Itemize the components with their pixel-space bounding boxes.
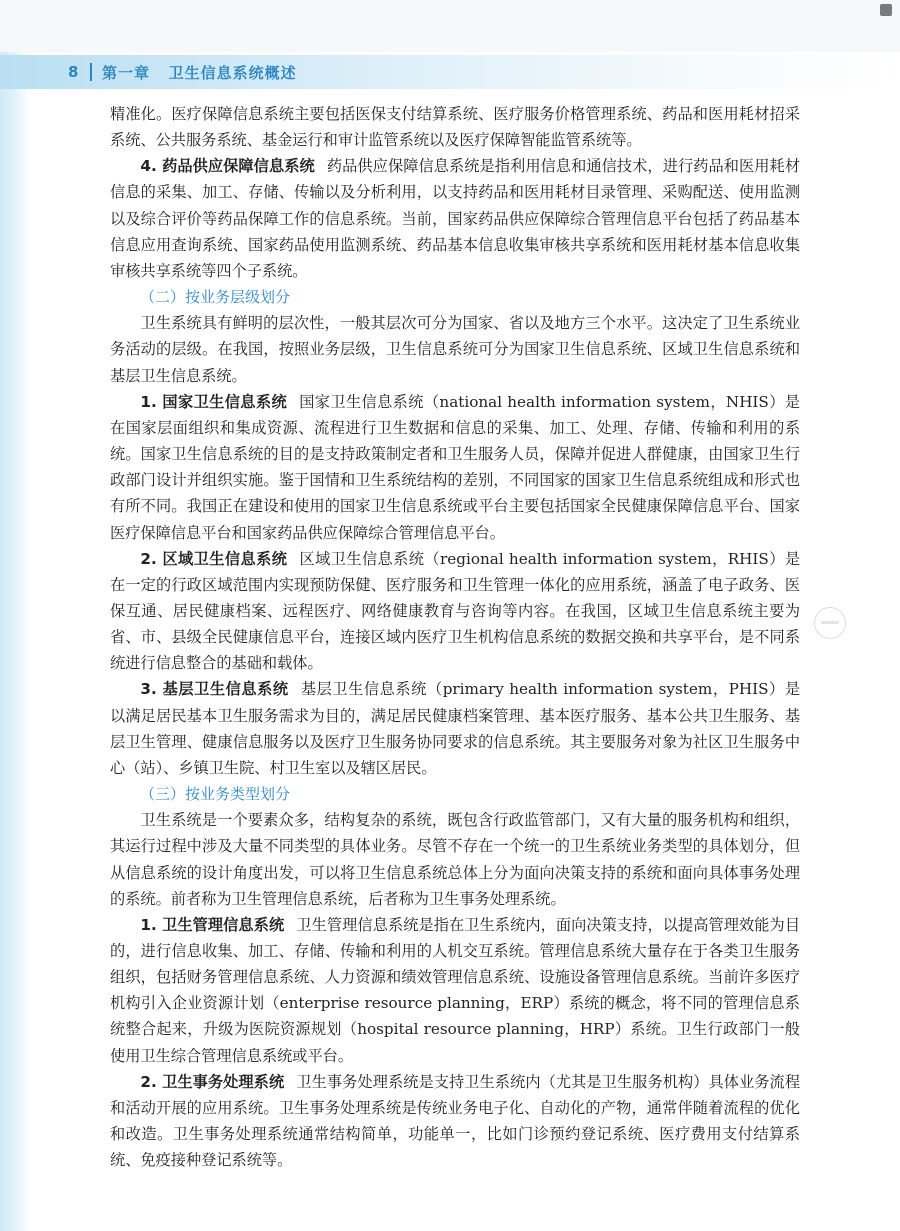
paragraph-text: 基层卫生信息系统（primary health information system，PHIS）是以满足居民基本卫生服务需求为目的，满足居民健康档案管理、基本医疗服务、基本公共卫生服务、基层卫生管理、健康信息服务以及医疗卫生服务协同要求的信息系统。其主要服务对象为社区卫生服务中心（站）、乡镇卫生院、村卫生室以及辖区居民。 — [110, 680, 801, 777]
paragraph: 卫生系统是一个要素众多，结构复杂的系统，既包含行政监管部门，又有大量的服务机构和组织，其运行过程中涉及大量不同类型的具体业务。尽管不存在一个统一的卫生系统业务类型的具体划分，但从信息系统的设计角度出发，可以将卫生信息系统总体上分为面向决策支持的系统和面向具体事务处理的系统。前者称为卫生管理信息系统，后者称为卫生事务处理系统。 — [110, 811, 800, 908]
paragraph — [110, 546, 800, 677]
paragraph — [110, 676, 800, 781]
page-number: 8 — [68, 63, 79, 81]
running-header — [0, 55, 900, 89]
paragraph: 精准化。医疗保障信息系统主要包括医保支付结算系统、医疗服务价格管理系统、药品和医用耗材招采系统、公共服务系统、基金运行和审计监管系统以及医疗保障智能监管系统等。 — [110, 105, 800, 150]
paragraph — [110, 912, 800, 1069]
paragraph-text: 国家卫生信息系统（national health information system，NHIS）是在国家层面组织和集成资源、流程进行卫生数据和信息的采集、加工、处理、存储、传输和利用的系统。国家卫生信息系统的目的是支持政策制定者和卫生服务人员，保障并促进人群健康，由国家卫生行政部门设计并组织实施。鉴于国情和卫生系统结构的差别，不同国家的国家卫生信息系统组成和形式也有所不同。我国正在建设和使用的国家卫生信息系统或平台主要包括国家全民健康保障信息平台、国家医疗保障信息平台和国家药品供应保障综合管理信息平台。 — [110, 392, 800, 542]
paragraph-text: 卫生事务处理系统是支持卫生系统内（尤其是卫生服务机构）具体业务流程和活动开展的应用系统。卫生事务处理系统是传统业务电子化、自动化的产物，通常伴随着流程的优化和改造。卫生事务处理系统通常结构简单，功能单一，比如门诊预约登记系统、医疗费用支付结算系统、免疫接种登记系统等。 — [110, 1072, 801, 1170]
paragraph: 卫生系统具有鲜明的层次性，一般其层次可分为国家、省以及地方三个水平。这决定了卫生系统业务活动的层级。在我国，按照业务层级，卫生信息系统可分为国家卫生信息系统、区域卫生信息系统和基层卫生信息系统。 — [110, 314, 800, 385]
item-heading: 4. 药品供应保障信息系统 — [140, 157, 315, 176]
margin-stamp-icon — [814, 607, 846, 639]
paragraph-text: 药品供应保障信息系统是指利用信息和通信技术，进行药品和医用耗材信息的采集、加工、存储、传输以及分析利用，以支持药品和医用耗材目录管理、采购配送、使用监测以及综合评价等药品保障工作的信息系统。当前，国家药品供应保障综合管理信息平台包括了药品基本信息应用查询系统、国家药品使用监测系统、药品基本信息收集审核共享系统和医用耗材基本信息收集审核共享系统等四个子系统。 — [110, 157, 801, 280]
section-heading: （二）按业务层级划分 — [140, 288, 291, 307]
item-heading: 1. 卫生管理信息系统 — [140, 915, 285, 934]
item-heading: 3. 基层卫生信息系统 — [140, 680, 289, 699]
left-decorative-band — [0, 52, 30, 1231]
paragraph — [110, 153, 800, 284]
paragraph — [110, 1069, 800, 1174]
header-divider — [90, 63, 92, 81]
chapter-title: 第一章 卫生信息系统概述 — [102, 63, 297, 82]
paragraph-text: 区域卫生信息系统（regional health information system，RHIS）是在一定的行政区域范围内实现预防保健、医疗服务和卫生管理一体化的应用系统，涵盖了电子政务、医保互通、居民健康档案、远程医疗、网络健康教育与咨询等内容。在我国，区域卫生信息系统主要为省、市、县级全民健康信息平台，连接区域内医疗卫生机构信息系统的数据交换和共享平台，是不同系统进行信息整合的基础和载体。 — [110, 549, 801, 673]
paragraph — [110, 389, 800, 546]
paragraph-text: 卫生管理信息系统是指在卫生系统内，面向决策支持，以提高管理效能为目的，进行信息收集、加工、存储、传输和利用的人机交互系统。管理信息系统大量存在于各类卫生服务组织，包括财务管理信息系统、人力资源和绩效管理信息系统、设施设备管理信息系统。当前许多医疗机构引入企业资源计划（enterprise resource planning，ERP）系统的概念，将不同的管理信息系统整合起来，升级为医院资源规划（hospital resource planning，HRP）系统。卫生行政部门一般使用卫生综合管理信息系统或平台。 — [110, 915, 801, 1065]
top-margin-strip — [0, 0, 900, 52]
section-heading: （三）按业务类型划分 — [140, 785, 291, 804]
item-heading: 2. 卫生事务处理系统 — [140, 1072, 285, 1091]
item-heading: 1. 国家卫生信息系统 — [140, 392, 288, 411]
corner-mark-icon — [880, 4, 892, 16]
item-heading: 2. 区域卫生信息系统 — [140, 549, 288, 568]
page-body — [110, 101, 800, 1173]
